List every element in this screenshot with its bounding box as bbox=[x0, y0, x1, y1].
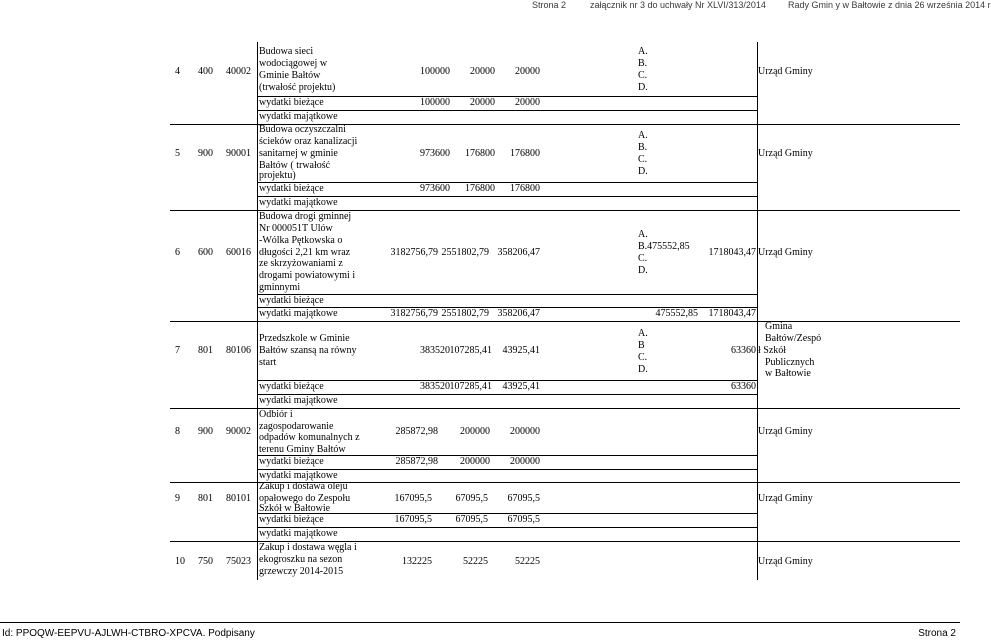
task-name-line: Bałtów szansą na równy bbox=[259, 345, 357, 356]
sub-value-total: 3182756,79 bbox=[390, 308, 438, 319]
source-b: B.475552,85 bbox=[638, 241, 690, 252]
task-name-line: ze skrzyżowaniami z bbox=[259, 258, 343, 269]
value-2015: 43925,41 bbox=[502, 345, 540, 356]
task-name-line: grzewczy 2014-2015 bbox=[259, 566, 344, 577]
value-2015: 200000 bbox=[510, 426, 540, 437]
value-2014: 20000 bbox=[470, 66, 495, 77]
unit-name: Urząd Gminy bbox=[758, 66, 813, 77]
sub-current-label: wydatki bieżące bbox=[259, 514, 324, 525]
unit-name: Urząd Gminy bbox=[758, 247, 813, 258]
sub-capital-label: wydatki majątkowe bbox=[259, 197, 338, 208]
task-name-line: ścieków oraz kanalizacji bbox=[259, 136, 358, 147]
task-name-line: Bałtów ( trwałość bbox=[259, 160, 331, 171]
header-page: Strona 2 bbox=[532, 0, 567, 10]
value-2015: 20000 bbox=[515, 66, 540, 77]
task-name-line: Nr 000051T Ulów bbox=[259, 223, 333, 234]
document-id: Id: PPOQW-EEPVU-AJLWH-CTBRO-XPCVA. Podpisany bbox=[2, 628, 255, 639]
sub-value-2014: 107285,41 bbox=[449, 381, 492, 392]
sub-value-2014: 2551802,79 bbox=[441, 308, 489, 319]
value-total: 132225 bbox=[402, 556, 432, 567]
row-rozdzial: 90002 bbox=[226, 426, 251, 437]
sub-capital-label: wydatki majątkowe bbox=[259, 111, 338, 122]
task-name-line: Szkół w Bałtowie bbox=[259, 503, 331, 514]
source-a: A. bbox=[638, 328, 648, 339]
row-rozdzial: 40002 bbox=[226, 66, 251, 77]
task-name-line: (trwałość projektu) bbox=[259, 82, 336, 93]
task-name-line: Odbiór i bbox=[259, 409, 293, 420]
task-name-line: sanitarnej w gminie bbox=[259, 148, 338, 159]
sub-value-total: 285872,98 bbox=[395, 456, 438, 467]
row-number: 5 bbox=[175, 148, 180, 159]
sub-current-label: wydatki bieżące bbox=[259, 456, 324, 467]
source-d: D. bbox=[638, 166, 648, 177]
row-dzial: 600 bbox=[198, 247, 213, 258]
row-rozdzial: 80106 bbox=[226, 345, 251, 356]
source-a: A. bbox=[638, 229, 648, 240]
task-name-line: ekogroszku na sezon bbox=[259, 554, 343, 565]
header-attachment: załącznik nr 3 do uchwały Nr XLVI/313/2014 bbox=[590, 0, 766, 10]
sub-value-extra: 1718043,47 bbox=[708, 308, 756, 319]
value-2014: 176800 bbox=[465, 148, 495, 159]
sub-value-2015: 20000 bbox=[515, 97, 540, 108]
source-c: C. bbox=[638, 253, 648, 264]
task-name-line: terenu Gminy Bałtów bbox=[259, 444, 346, 455]
row-number: 6 bbox=[175, 247, 180, 258]
row-rozdzial: 80101 bbox=[226, 493, 251, 504]
source-a: A. bbox=[638, 130, 648, 141]
table-rule bbox=[257, 182, 757, 183]
source-b: B. bbox=[638, 142, 648, 153]
value-extra: 1718043,47 bbox=[708, 247, 756, 258]
value-2015: 176800 bbox=[510, 148, 540, 159]
value-total: 973600 bbox=[420, 148, 450, 159]
sub-value-2015: 358206,47 bbox=[497, 308, 540, 319]
table-rule bbox=[257, 96, 757, 97]
sub-value-2014: 200000 bbox=[460, 456, 490, 467]
task-name-line: Przedszkole w Gminie bbox=[259, 333, 350, 344]
sub-value-total: 383520 bbox=[420, 381, 450, 392]
task-name-line: Gminie Bałtów bbox=[259, 70, 321, 81]
row-dzial: 750 bbox=[198, 556, 213, 567]
task-name-line: zagospodarowanie bbox=[259, 421, 334, 432]
source-c: C. bbox=[638, 154, 648, 165]
value-2014: 52225 bbox=[463, 556, 488, 567]
task-name-line: gminnymi bbox=[259, 282, 301, 293]
task-name-line: długości 2,21 km wraz bbox=[259, 247, 351, 258]
sub-current-label: wydatki bieżące bbox=[259, 183, 324, 194]
row-number: 4 bbox=[175, 66, 180, 77]
unit-line: ł Szkół bbox=[758, 345, 787, 356]
value-total: 100000 bbox=[420, 66, 450, 77]
task-name-line: Budowa drogi gminnej bbox=[259, 211, 352, 222]
sub-value-2014: 176800 bbox=[465, 183, 495, 194]
sub-value-b: 475552,85 bbox=[655, 308, 698, 319]
value-total: 167095,5 bbox=[394, 493, 432, 504]
sub-value-total: 100000 bbox=[420, 97, 450, 108]
value-2014: 67095,5 bbox=[455, 493, 488, 504]
value-extra: 63360 bbox=[731, 345, 756, 356]
sub-value-2015: 67095,5 bbox=[507, 514, 540, 525]
sub-value-2014: 20000 bbox=[470, 97, 495, 108]
source-d: D. bbox=[638, 364, 648, 375]
source-b: B. bbox=[638, 58, 648, 69]
row-dzial: 400 bbox=[198, 66, 213, 77]
source-d: D. bbox=[638, 82, 648, 93]
task-name-line: projektu) bbox=[259, 170, 296, 181]
row-rozdzial: 75023 bbox=[226, 556, 251, 567]
task-name-line: Zakup i dostawa węgla i bbox=[259, 542, 357, 553]
task-name-line: odpadów komunalnych z bbox=[259, 432, 360, 443]
unit-line: Gmina bbox=[765, 321, 793, 332]
task-name-line: opałowego do Zespołu bbox=[259, 493, 351, 504]
sub-current-label: wydatki bieżące bbox=[259, 97, 324, 108]
table-rule bbox=[170, 321, 960, 322]
sub-capital-label: wydatki majątkowe bbox=[259, 470, 338, 481]
sub-current-label: wydatki bieżące bbox=[259, 295, 324, 306]
task-name-line: start bbox=[259, 357, 277, 368]
source-a: A. bbox=[638, 46, 648, 57]
value-2014: 200000 bbox=[460, 426, 490, 437]
value-total: 383520 bbox=[420, 345, 450, 356]
row-number: 10 bbox=[175, 556, 185, 567]
source-c: C. bbox=[638, 352, 648, 363]
row-number: 7 bbox=[175, 345, 180, 356]
table-rule bbox=[257, 42, 258, 580]
value-2015: 67095,5 bbox=[507, 493, 540, 504]
sub-capital-label: wydatki majątkowe bbox=[259, 395, 338, 406]
row-dzial: 801 bbox=[198, 345, 213, 356]
value-total: 285872,98 bbox=[395, 426, 438, 437]
row-rozdzial: 60016 bbox=[226, 247, 251, 258]
task-name-line: Zakup i dostawa oleju bbox=[259, 481, 348, 492]
sub-capital-label: wydatki majątkowe bbox=[259, 308, 338, 319]
value-total: 3182756,79 bbox=[390, 247, 438, 258]
unit-line: w Bałtowie bbox=[765, 368, 811, 379]
row-rozdzial: 90001 bbox=[226, 148, 251, 159]
page-footer bbox=[0, 622, 960, 642]
sub-current-label: wydatki bieżące bbox=[259, 381, 324, 392]
task-name-line: drogami powiatowymi i bbox=[259, 270, 356, 281]
row-dzial: 801 bbox=[198, 493, 213, 504]
sub-capital-label: wydatki majątkowe bbox=[259, 528, 338, 539]
value-2015: 52225 bbox=[515, 556, 540, 567]
row-number: 9 bbox=[175, 493, 180, 504]
source-b: B bbox=[638, 340, 645, 351]
task-name-line: -Wólka Pętkowska o bbox=[259, 235, 343, 246]
value-2015: 358206,47 bbox=[497, 247, 540, 258]
task-name-line: Budowa oczyszczalni bbox=[259, 124, 346, 135]
unit-name: Urząd Gminy bbox=[758, 148, 813, 159]
sub-value-2015: 200000 bbox=[510, 456, 540, 467]
sub-value-2015: 176800 bbox=[510, 183, 540, 194]
row-dzial: 900 bbox=[198, 148, 213, 159]
sub-value-total: 973600 bbox=[420, 183, 450, 194]
source-c: C. bbox=[638, 70, 648, 81]
unit-line: Publicznych bbox=[765, 357, 815, 368]
header-council: Rady Gmin y w Bałtowie z dnia 26 września 2014 r bbox=[788, 0, 991, 10]
sub-value-extra: 63360 bbox=[731, 381, 756, 392]
footer-page: Strona 2 bbox=[918, 628, 956, 639]
sub-value-2014: 67095,5 bbox=[455, 514, 488, 525]
unit-name: Urząd Gminy bbox=[758, 426, 813, 437]
unit-line: Bałtów/Zespó bbox=[765, 333, 822, 344]
task-name-line: wodociągowej w bbox=[259, 58, 328, 69]
value-2014: 107285,41 bbox=[449, 345, 492, 356]
sub-value-2015: 43925,41 bbox=[502, 381, 540, 392]
unit-name: Urząd Gminy bbox=[758, 493, 813, 504]
source-d: D. bbox=[638, 265, 648, 276]
table-rule bbox=[257, 294, 757, 295]
sub-value-total: 167095,5 bbox=[394, 514, 432, 525]
value-2014: 2551802,79 bbox=[441, 247, 489, 258]
unit-name: Urząd Gminy bbox=[758, 556, 813, 567]
task-name-line: Budowa sieci bbox=[259, 46, 314, 57]
row-number: 8 bbox=[175, 426, 180, 437]
row-dzial: 900 bbox=[198, 426, 213, 437]
